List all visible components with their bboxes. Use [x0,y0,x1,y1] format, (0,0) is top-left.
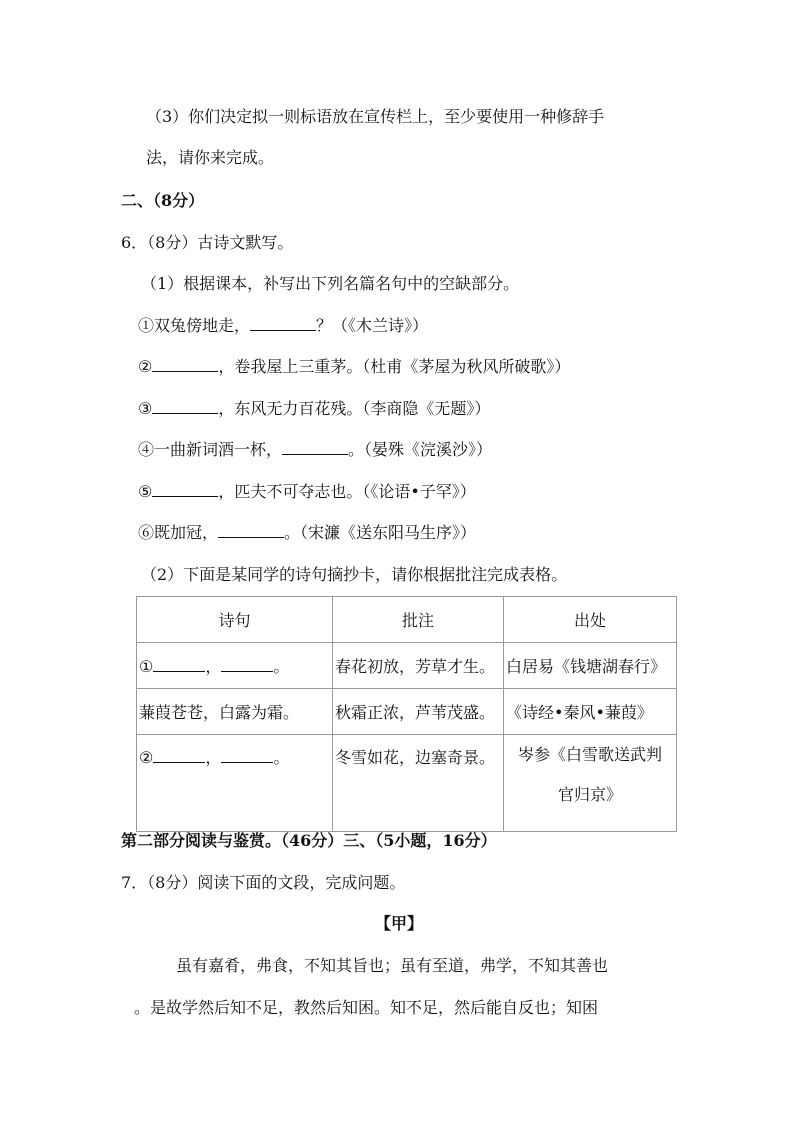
item-number: ① [138,316,155,335]
item-prefix: 既加冠， [154,523,219,542]
q7-paragraph-line1: 虽有嘉肴，弗食，不知其旨也；虽有至道，弗学，不知其善也 [176,956,609,975]
q3-text-line2: 法，请你来完成。 [146,148,275,167]
section2-heading: 二、（8分） [121,191,205,210]
source-line: 岑参《白雪歌送武判 [517,745,662,764]
fill-item-2 [138,356,570,378]
poem-cell: 蒹葭苍苍，白露为霜。 [137,689,333,735]
poem-cell-blank[interactable]: ② ， 。 [137,735,333,832]
item-suffix: 。（晏殊《浣溪沙》） [348,440,493,459]
item-suffix: ，卷我屋上三重茅。（杜甫《茅屋为秋风所破歌》） [218,357,571,376]
note-cell: 春花初放，芳草才生。 [333,643,504,689]
fill-item-4 [138,439,492,461]
item-suffix: 。（宋濂《送东阳马生序》） [284,523,477,542]
item-suffix: ？（《木兰诗》） [316,316,429,335]
table-header-row [137,597,677,643]
q7-title: 7．（8分）阅读下面的文段，完成问题。 [121,873,406,892]
header-note: 批注 [333,597,504,643]
answer-blank[interactable] [282,440,348,455]
q6-part1-instruction: （1）根据课本，补写出下列名篇名句中的空缺部分。 [141,274,520,293]
answer-blank[interactable] [153,657,205,672]
source-cell: 《诗经•秦风•蒹葭》 [504,689,677,735]
row-number: ② [139,748,154,767]
row-number: ① [139,657,154,676]
q7-subtitle: 【甲】 [375,914,424,933]
item-number: ⑤ [138,482,153,501]
item-prefix: 一曲新词酒一杯， [154,440,283,459]
q6-part2-instruction: （2）下面是某同学的诗句摘抄卡，请你根据批注完成表格。 [141,565,568,584]
table-row [137,643,677,689]
source-line: 官归京》 [557,785,622,804]
answer-blank[interactable] [152,482,218,497]
item-suffix: ，匹夫不可夺志也。（《论语•子罕》） [218,482,476,501]
q7-paragraph-line2: 。是故学然后知不足，教然后知困。知不足，然后能自反也；知困 [134,998,599,1017]
header-poem: 诗句 [137,597,333,643]
fill-item-5 [138,481,476,503]
answer-blank[interactable] [221,748,273,763]
poem-excerpt-table [136,596,677,832]
answer-blank[interactable] [221,657,273,672]
answer-blank[interactable] [152,357,218,372]
part2-heading: 第二部分阅读与鉴赏。（46分）三、（5小题，16分） [121,831,497,850]
answer-blank[interactable] [218,523,284,538]
fill-item-6 [138,522,476,544]
q3-text-line1: （3）你们决定拟一则标语放在宣传栏上，至少要使用一种修辞手 [146,107,605,126]
table-row [137,735,677,832]
answer-blank[interactable] [250,316,316,331]
table-row [137,689,677,735]
item-number: ② [138,357,153,376]
answer-blank[interactable] [153,748,205,763]
item-number: ③ [138,399,153,418]
note-cell: 秋霜正浓，芦苇茂盛。 [333,689,504,735]
item-number: ④ [138,440,155,459]
header-source: 出处 [504,597,677,643]
poem-cell-blank[interactable]: ① ， 。 [137,643,333,689]
q6-title: 6．（8分）古诗文默写。 [121,233,294,252]
item-number: ⑥ [138,523,155,542]
source-cell [504,735,677,832]
fill-item-3 [138,398,490,420]
answer-blank[interactable] [152,399,218,414]
item-prefix: 双兔傍地走， [154,316,251,335]
fill-item-1 [138,315,428,337]
source-cell: 白居易《钱塘湖春行》 [504,643,677,689]
note-cell: 冬雪如花，边塞奇景。 [333,735,504,832]
item-suffix: ，东风无力百花残。（李商隐《无题》） [218,399,491,418]
